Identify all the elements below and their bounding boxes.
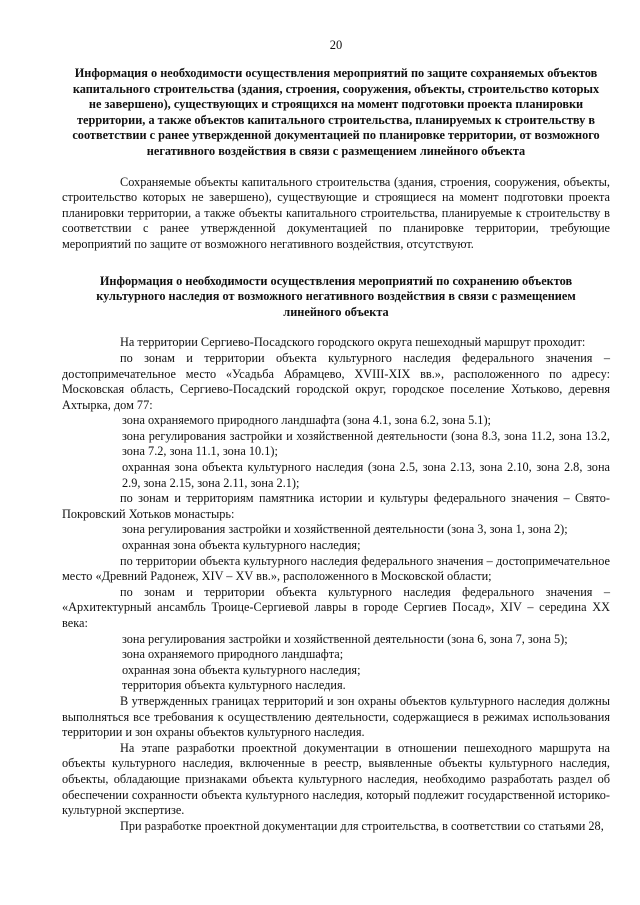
- section-heading-protection: Информация о необходимости осуществления мероприятий по защите сохраняемых объектов капитального строительства (здания, строения, сооружения, объекты, строительство которых не завершено), существующих и строящихся на момент подготовки проекта планировки территории, а также объектов капитального строительства, планируемых к строительству в соответствии с ранее утвержденной документацией по планировке территории, от возможного негативного воздействия в связи с размещением линейного объекта: [72, 66, 600, 158]
- paragraph-khotkov-monastery: по зонам и территориям памятника истории и культуры федерального значения – Свято-Покровский Хотьков монастырь:: [62, 491, 610, 521]
- list-item: охранная зона объекта культурного наследия;: [122, 538, 361, 553]
- list-item: территория объекта культурного наследия.: [122, 678, 346, 693]
- list-item: зона регулирования застройки и хозяйственной деятельности (зона 3, зона 1, зона 2);: [122, 522, 568, 537]
- list-item: охранная зона объекта культурного наследия (зона 2.5, зона 2.13, зона 2.10, зона 2.8, зона 2.9, зона 2.15, зона 2.11, зона 2.1);: [122, 460, 610, 490]
- paragraph-radonezh: по территории объекта культурного наследия федерального значения – достопримечательное место «Древний Радонеж, XIV – XV вв.», расположенного в Московской области;: [62, 553, 610, 584]
- section-heading-cultural-heritage: Информация о необходимости осуществления мероприятий по сохранению объектов культурного наследия от возможного негативного воздействия в связи с размещением линейного объекта: [96, 273, 576, 319]
- lavra-zone-list: [62, 632, 610, 694]
- paragraph-protection-absent: Сохраняемые объекты капитального строительства (здания, строения, сооружения, объекты, строительство которых не завершено), существующие и строящиеся на момент подготовки проекта планировки территории, а также объекты капитального строительства, планируемые к строительству в соответствии с ранее утвержденной документацией по планировке территории, требующие мероприятий по защите от возможного негативного воздействия, отсутствуют.: [62, 174, 610, 251]
- list-item: зона охраняемого природного ландшафта;: [122, 647, 344, 662]
- list-item: охранная зона объекта культурного наследия;: [122, 662, 361, 677]
- document-page: [62, 38, 610, 834]
- paragraph-requirements: В утвержденных границах территорий и зон охраны объектов культурного наследия должны выполняться все требования к осуществлению деятельности, содержащиеся в режимах использования территории и зон охраны объектов культурного наследия.: [62, 693, 610, 740]
- khotkov-zone-list: [62, 522, 610, 553]
- list-item: зона регулирования застройки и хозяйственной деятельности (зона 6, зона 7, зона 5);: [122, 631, 568, 646]
- paragraph-design-stage: На этапе разработки проектной документации в отношении пешеходного маршрута на объекты культурного наследия, включенные в реестр, выявленные объекты культурного наследия, объекты, обладающие признаками объекта культурного наследия, необходимо разработать раздел об обеспечении сохранности объекта культурного наследия, который подлежит государственной историко-культурной экспертизе.: [62, 740, 610, 818]
- paragraph-route-intro: На территории Сергиево-Посадского городского округа пешеходный маршрут проходит:: [120, 335, 586, 350]
- paragraph-trinity-lavra: по зонам и территории объекта культурного наследия федерального значения – «Архитектурный ансамбль Троице-Сергиевой лавры в городе Сергиев Посад», XIV – середина XX века:: [62, 584, 610, 630]
- paragraph-abramtsevo: по зонам и территории объекта культурного наследия федерального значения – достопримечательное место «Усадьба Абрамцево, XVIII-XIX вв.», расположенного по адресу: Московская область, Сергиево-Посадский городской округ, городское поселение Хотьково, деревня Ахтырка, дом 77:: [62, 350, 610, 412]
- list-item: зона охраняемого природного ландшафта (зона 4.1, зона 6.2, зона 5.1);: [122, 413, 491, 428]
- page-number: 20: [329, 38, 343, 52]
- abramtsevo-zone-list: [62, 413, 610, 491]
- paragraph-construction-docs: При разработке проектной документации для строительства, в соответствии со статьями 28,: [120, 818, 604, 833]
- list-item: зона регулирования застройки и хозяйственной деятельности (зона 8.3, зона 11.2, зона 13.2, зона 7.2, зона 11.1, зона 10.1);: [122, 428, 610, 459]
